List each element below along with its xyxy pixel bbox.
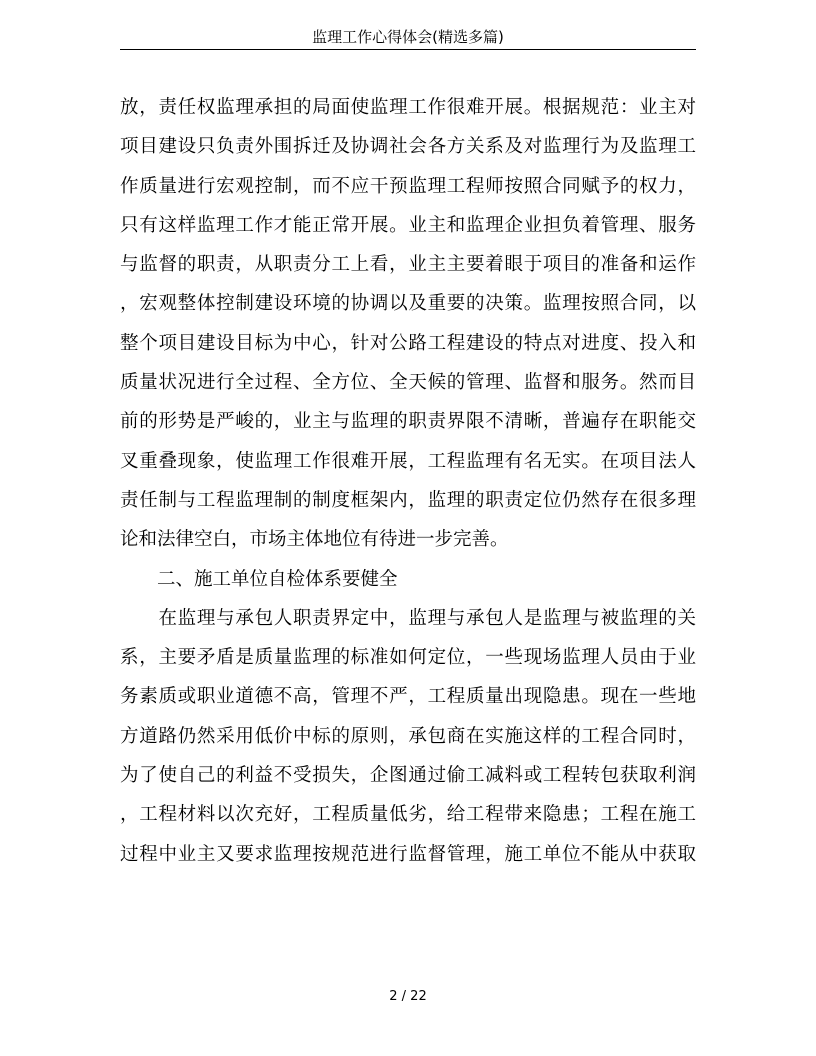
body-line: 系，主要矛盾是质量监理的标准如何定位，一些现场监理人员由于业 xyxy=(120,647,696,669)
body-line: 项目建设只负责外围拆迁及协调社会各方关系及对监理行为及监理工 xyxy=(120,136,696,158)
body-line: 方道路仍然采用低价中标的原则，承包商在实施这样的工程合同时， xyxy=(120,725,696,747)
body-line: 在监理与承包人职责界定中，监理与承包人是监理与被监理的关 xyxy=(120,607,696,629)
body-line: 放，责任权监理承担的局面使监理工作很难开展。根据规范：业主对 xyxy=(120,97,696,118)
body-line: 作质量进行宏观控制，而不应干预监理工程师按照合同赋予的权力， xyxy=(120,175,696,197)
page-number: 2 / 22 xyxy=(389,989,427,1004)
body-line: 过程中业主又要求监理按规范进行监督管理，施工单位不能从中获取 xyxy=(120,843,696,865)
body-line: 前的形势是严峻的，业主与监理的职责界限不清晰，普遍存在职能交 xyxy=(120,411,696,433)
body-line: 与监督的职责，从职责分工上看，业主主要着眼于项目的准备和运作 xyxy=(120,254,696,276)
body-line: 整个项目建设目标为中心，针对公路工程建设的特点对进度、投入和 xyxy=(120,332,696,354)
body-line: 为了使自己的利益不受损失，企图通过偷工减料或工程转包获取利润 xyxy=(120,765,696,787)
body-line: ，工程材料以次充好，工程质量低劣，给工程带来隐患；工程在施工 xyxy=(120,804,696,826)
body-line: 质量状况进行全过程、全方位、全天候的管理、监督和服务。然而目 xyxy=(120,372,696,394)
body-line: 论和法律空白，市场主体地位有待进一步完善。 xyxy=(120,529,509,551)
section-heading: 二、施工单位自检体系要健全 xyxy=(120,568,398,590)
document-body xyxy=(120,88,696,874)
page-header-title: 监理工作心得体会(精选多篇) xyxy=(312,28,504,46)
body-line: 责任制与工程监理制的制度框架内，监理的职责定位仍然存在很多理 xyxy=(120,489,696,511)
header-divider xyxy=(120,49,696,50)
body-line: ，宏观整体控制建设环境的协调以及重要的决策。监理按照合同，以 xyxy=(120,293,696,315)
body-line: 只有这样监理工作才能正常开展。业主和监理企业担负着管理、服务 xyxy=(120,214,696,236)
body-line: 叉重叠现象，使监理工作很难开展，工程监理有名无实。在项目法人 xyxy=(120,450,696,472)
body-line: 务素质或职业道德不高，管理不严，工程质量出现隐患。现在一些地 xyxy=(120,686,696,708)
